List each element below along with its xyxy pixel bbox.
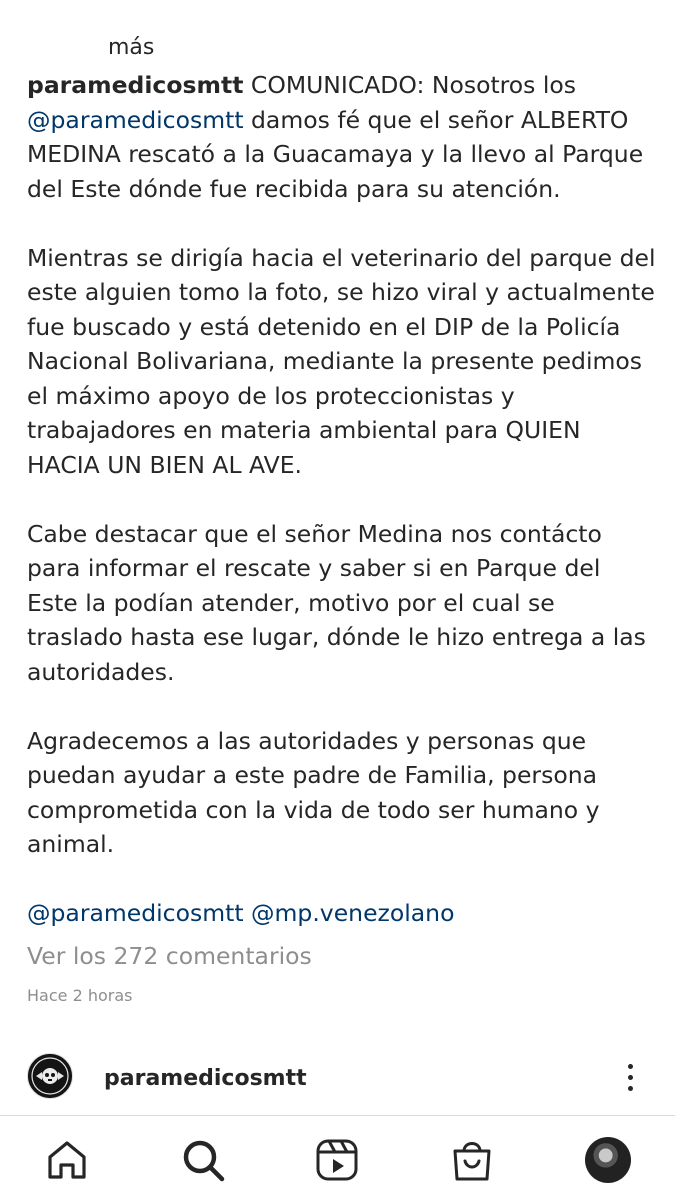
caption-paragraph-1 [27, 68, 657, 206]
view-comments-link[interactable]: Ver los 272 comentarios [27, 942, 312, 970]
search-icon[interactable] [179, 1136, 227, 1184]
truncated-text-fragment: más [108, 35, 155, 56]
home-icon[interactable] [43, 1136, 91, 1184]
caption-username[interactable]: paramedicosmtt [27, 71, 244, 99]
next-post-username[interactable]: paramedicosmtt [104, 1066, 307, 1091]
tag-mention-1[interactable]: @paramedicosmtt [27, 899, 244, 927]
reels-icon[interactable] [313, 1136, 361, 1184]
caption-intro: COMUNICADO: Nosotros los [243, 71, 577, 99]
post-caption [27, 68, 657, 931]
caption-paragraph-3: Cabe destacar que el señor Medina nos contácto para informar el rescate y saber si en Parque del Este la podían atender, motivo por el cual se traslado hasta ese lugar, dónde le hizo entrega a las autoridades. [27, 519, 646, 686]
post-timestamp: Hace 2 horas [27, 986, 133, 1005]
caption-paragraph-2: Mientras se dirigía hacia el veterinario del parque del este alguien tomo la foto, se hizo viral y actualmente fue buscado y está detenido en el DIP de la Policía Nacional Bolivariana, mediante la presente pedimos el máximo apoyo de los proteccionistas y trabajadores en materia ambiental para QUIEN HACIA UN BIEN AL AVE. [27, 243, 656, 479]
next-post-header [0, 1050, 675, 1114]
shop-icon[interactable] [448, 1136, 496, 1184]
next-post-avatar[interactable] [27, 1053, 73, 1099]
tag-mention-2[interactable]: @mp.venezolano [251, 899, 455, 927]
caption-tags [27, 896, 657, 931]
bottom-navigation [0, 1115, 675, 1201]
caption-paragraph-4: Agradecemos a las autoridades y personas que puedan ayudar a este padre de Familia, persona comprometida con la vida de todo ser humano y animal. [27, 726, 600, 858]
caption-text: damos fé que el señor ALBERTO MEDINA rescató a la Guacamaya y la llevo al Parque del Este dónde fue recibida para su atención. [27, 105, 644, 203]
more-options-icon[interactable] [620, 1064, 640, 1098]
profile-avatar[interactable] [584, 1136, 632, 1184]
caption-mention[interactable]: @paramedicosmtt [27, 105, 244, 134]
